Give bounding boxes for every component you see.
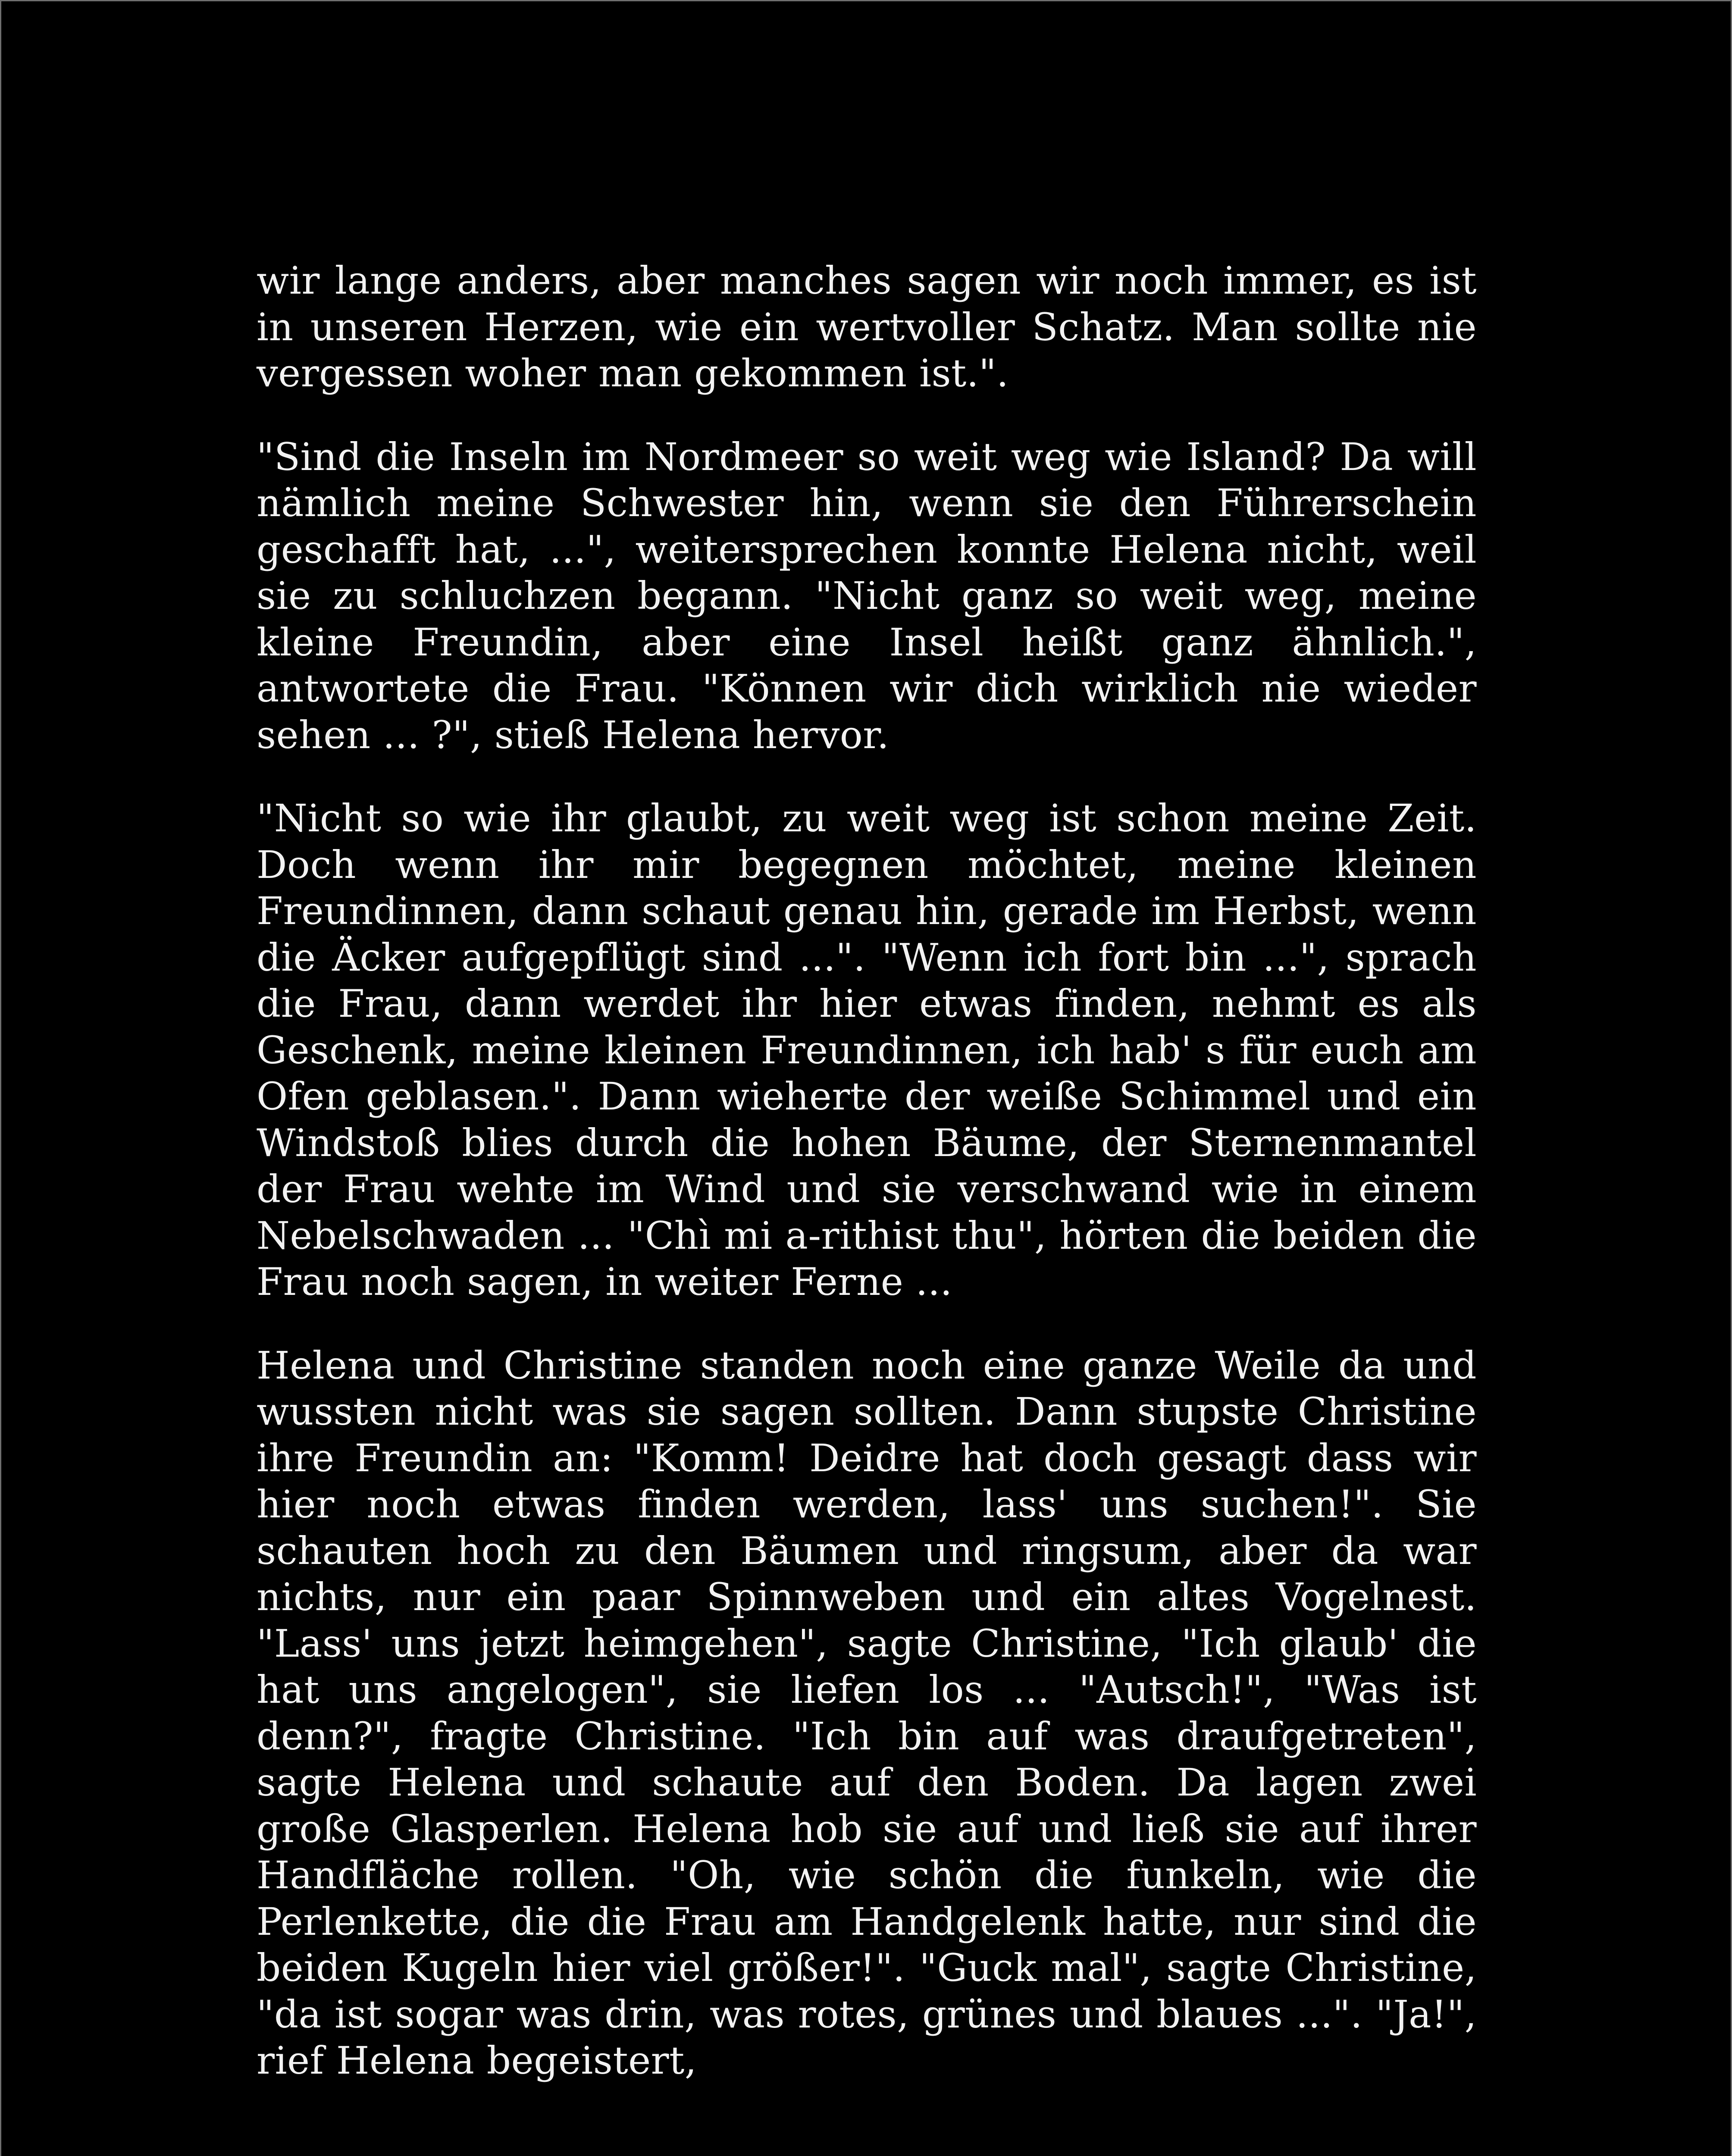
paragraph-1: wir lange anders, aber manches sagen wir noch immer, es ist in unseren Herzen, wie ein wertvoller Schatz. Man sollte nie vergessen woher man gekommen ist.". [257,258,1477,395]
body-text [257,257,1477,2084]
paragraph-3: "Nicht so wie ihr glaubt, zu weit weg ist schon meine Zeit. Doch wenn ihr mir begegnen möchtet, meine kleinen Freundinnen, dann schaut genau hin, gerade im Herbst, wenn die Äcker aufgepflügt sind ...". "Wenn ich fort bin ...", sprach die Frau, dann werdet ihr hier etwas finden, nehmt es als Geschenk, meine kleinen Freundinnen, ich hab' s für euch am Ofen geblasen.". Dann wieherte der weiße Schimmel und ein Windstoß blies durch die hohen Bäume, der Sternenmantel der Frau wehte im Wind und sie verschwand wie in einem Nebelschwaden ... "Chì mi a-rithist thu", hörten die beiden die Frau noch sagen, in weiter Ferne ... [257,796,1477,1304]
paragraph-2: "Sind die Inseln im Nordmeer so weit weg wie Island? Da will nämlich meine Schwester hin, wenn sie den Führerschein geschafft hat, ...", weitersprechen konnte Helena nicht, weil sie zu schluchzen begann. "Nicht ganz so weit weg, meine kleine Freundin, aber eine Insel heißt ganz ähnlich.", antwortete die Frau. "Können wir dich wirklich nie wieder sehen ... ?", stieß Helena hervor. [257,434,1477,757]
paragraph-4: Helena und Christine standen noch eine ganze Weile da und wussten nicht was sie sagen sollten. Dann stupste Christine ihre Freundin an: "Komm! Deidre hat doch gesagt dass wir hier noch etwas finden werden, lass' uns suchen!". Sie schauten hoch zu den Bäumen und ringsum, aber da war nichts, nur ein paar Spinnweben und ein altes Vogelnest. "Lass' uns jetzt heimgehen", sagte Christine, "Ich glaub' die hat uns angelogen", sie liefen los ... "Autsch!", "Was ist denn?", fragte Christine. "Ich bin auf was draufgetreten", sagte Helena und schaute auf den Boden. Da lagen zwei große Glasperlen. Helena hob sie auf und ließ sie auf ihrer Handfläche rollen. "Oh, wie schön die funkeln, wie die Perlenkette, die die Frau am Handgelenk hatte, nur sind die beiden Kugeln hier viel größer!". "Guck mal", sagte Christine, "da ist sogar was drin, was rotes, grünes und blaues ...". "Ja!", rief Helena begeistert, [257,1343,1477,2083]
